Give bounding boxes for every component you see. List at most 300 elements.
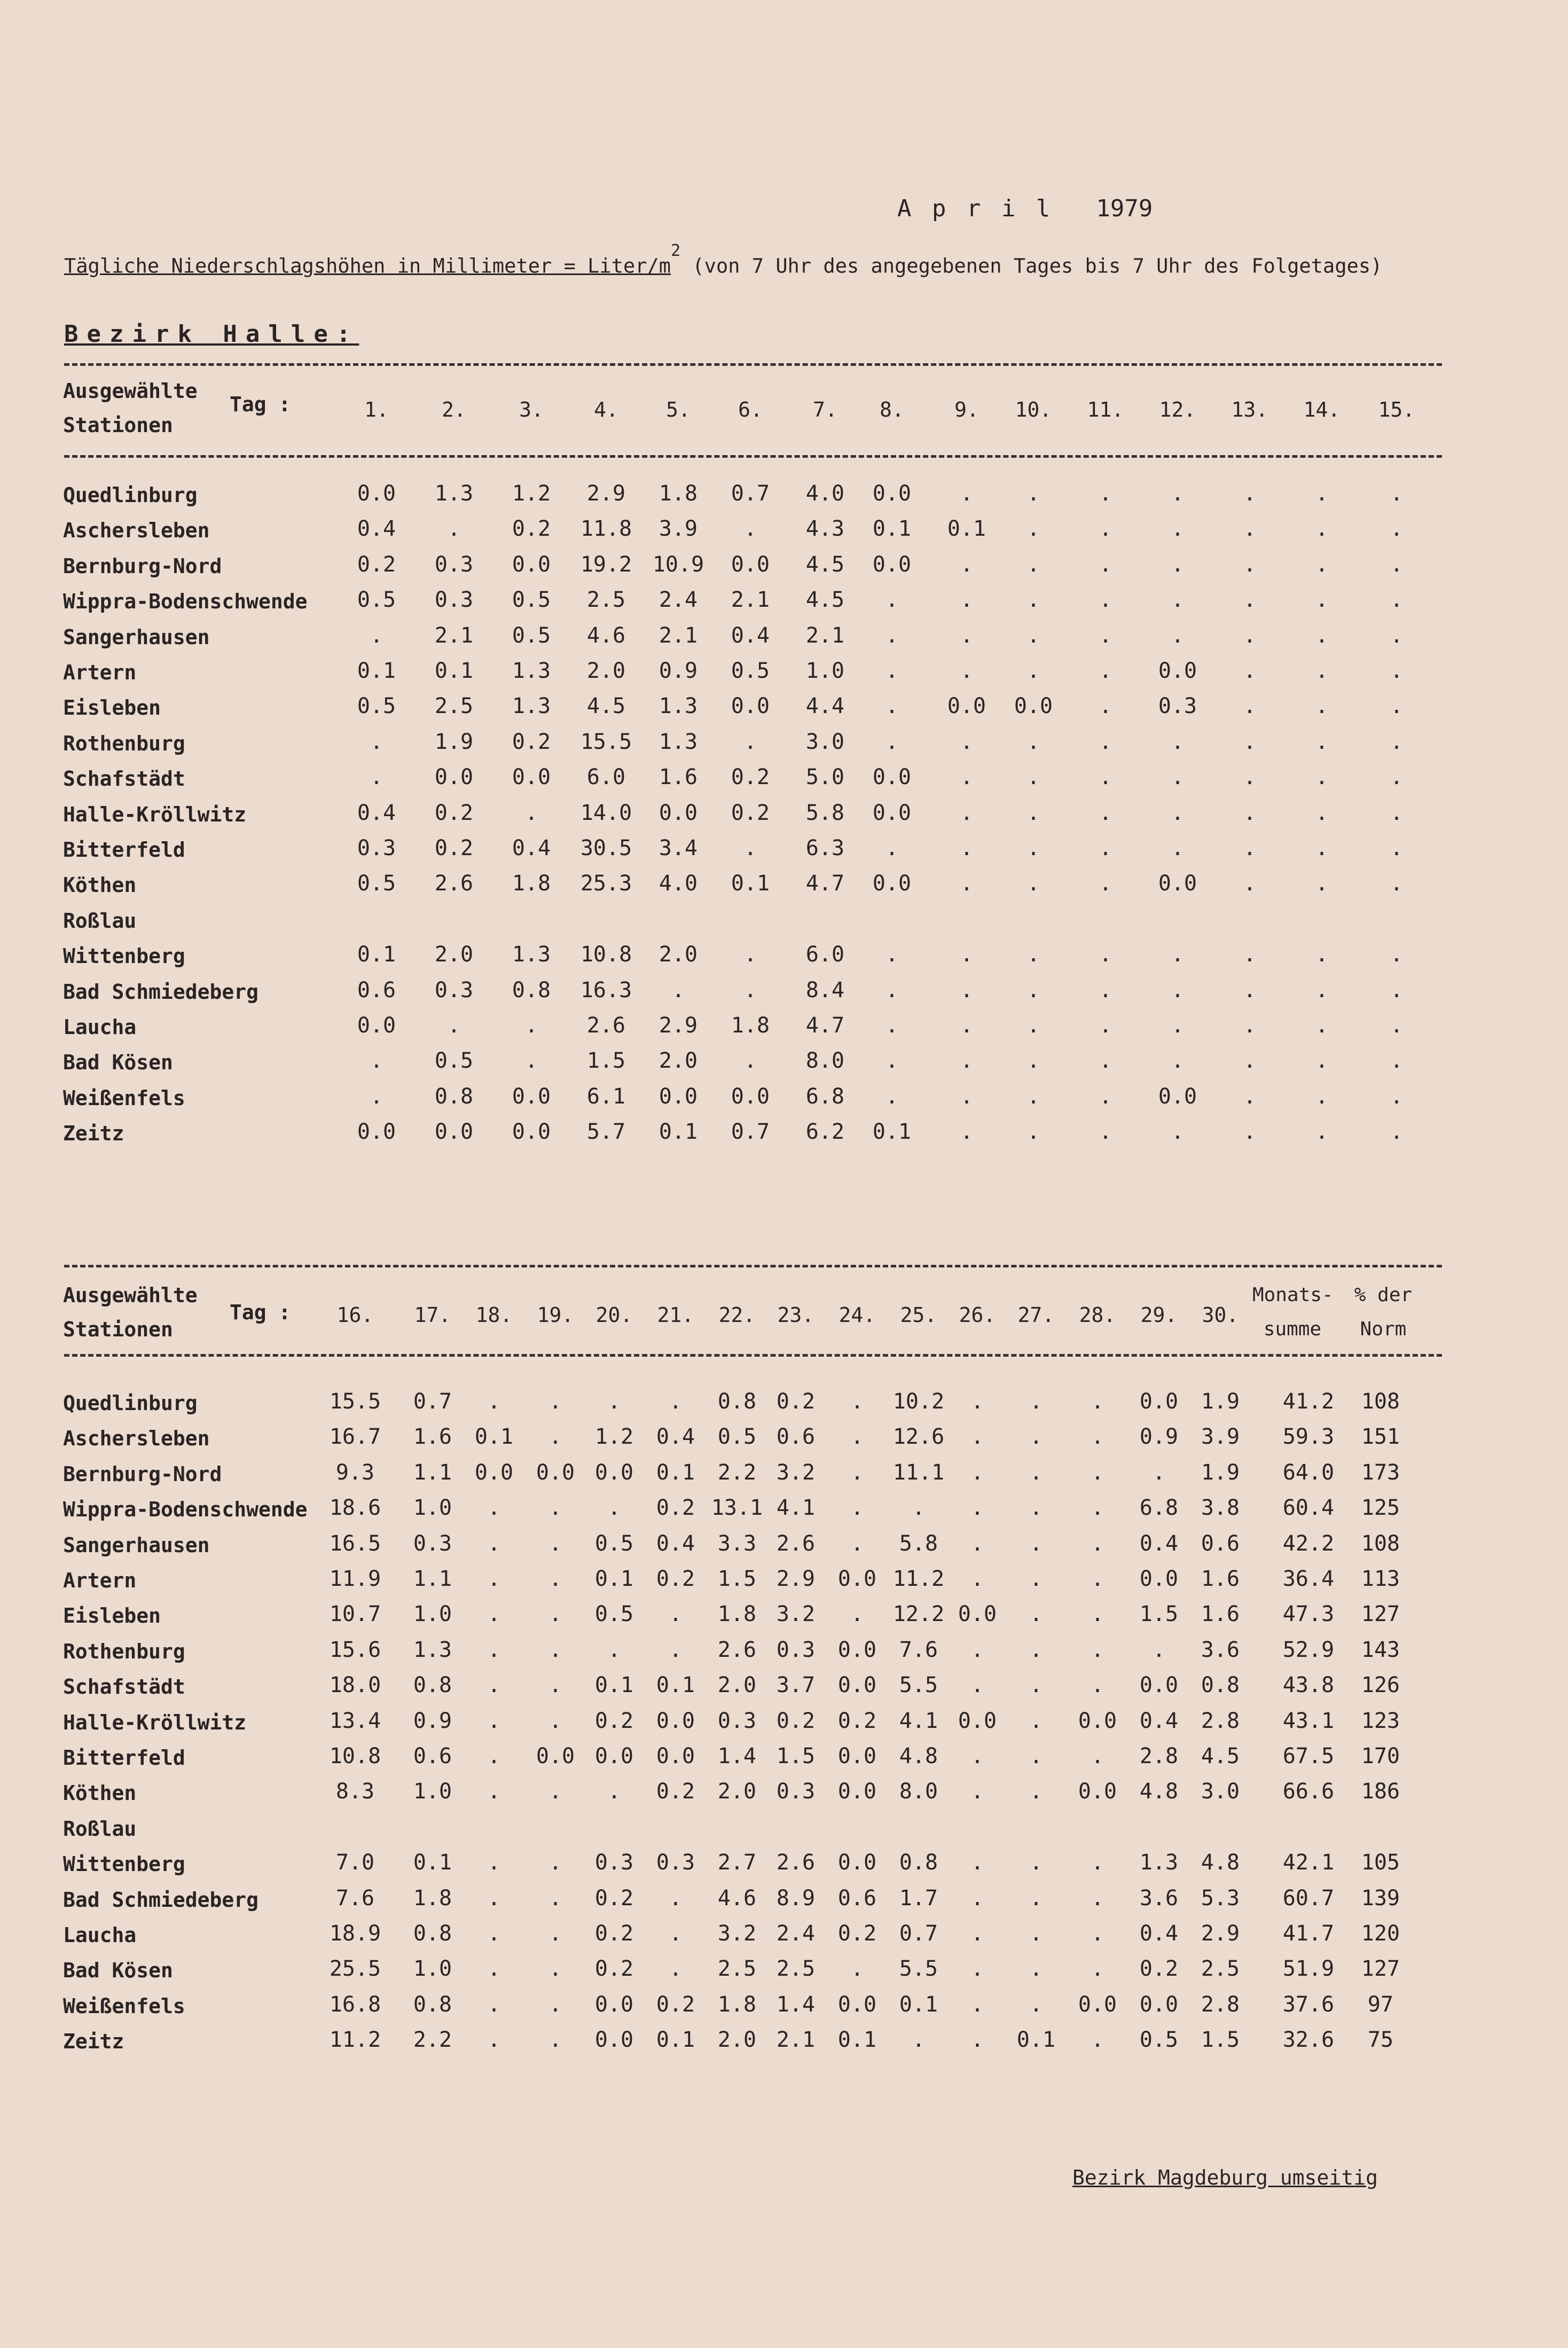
table-cell: 6.0 bbox=[805, 942, 845, 967]
day-header: 18. bbox=[475, 1303, 513, 1327]
table-cell: 139 bbox=[1361, 1885, 1400, 1911]
table-cell: . bbox=[1390, 977, 1404, 1003]
table-cell: . bbox=[1091, 1531, 1104, 1556]
table-cell: . bbox=[1026, 659, 1040, 683]
table-cell: . bbox=[607, 1496, 621, 1521]
table-cell: 4.1 bbox=[776, 1496, 816, 1521]
table-cell: . bbox=[1243, 729, 1257, 754]
table-cell: . bbox=[1091, 1602, 1104, 1627]
table-cell: 0.0 bbox=[731, 1084, 770, 1109]
table-cell: . bbox=[850, 1956, 864, 1982]
station-name: Aschersleben bbox=[63, 1427, 210, 1451]
table-cell: 0.3 bbox=[594, 1850, 634, 1875]
day-header: 10. bbox=[1015, 398, 1052, 421]
table-cell: . bbox=[607, 1637, 621, 1662]
table-cell: 0.0 bbox=[1078, 1779, 1117, 1804]
table-cell: 2.8 bbox=[1201, 1708, 1240, 1733]
table-cell: . bbox=[548, 1992, 562, 2017]
year: 1979 bbox=[1096, 195, 1153, 222]
day-header: 20. bbox=[595, 1303, 633, 1327]
table-cell: . bbox=[487, 1708, 501, 1733]
table-cell: . bbox=[1390, 765, 1404, 790]
table-cell: 0.5 bbox=[731, 659, 770, 683]
table-cell: 2.7 bbox=[717, 1850, 757, 1875]
table-cell: 0.1 bbox=[1016, 2028, 1056, 2053]
table-cell: 10.8 bbox=[329, 1744, 381, 1768]
table-cell: 5.8 bbox=[805, 800, 845, 825]
table-cell: 0.1 bbox=[872, 516, 912, 542]
table-cell: . bbox=[487, 1531, 501, 1556]
table-cell: . bbox=[850, 1531, 864, 1556]
table-cell: 0.0 bbox=[1139, 1567, 1179, 1591]
table-cell: . bbox=[1099, 836, 1112, 860]
table-cell: . bbox=[1091, 1850, 1104, 1875]
table-cell: 4.5 bbox=[1201, 1744, 1240, 1768]
station-header bbox=[63, 374, 198, 442]
table-cell: 186 bbox=[1361, 1779, 1400, 1804]
table-cell: 0.5 bbox=[434, 1048, 474, 1074]
table-cell: 0.9 bbox=[658, 659, 698, 683]
table-cell: 3.4 bbox=[658, 836, 698, 860]
table-cell: . bbox=[960, 1048, 974, 1074]
table-cell: . bbox=[1315, 942, 1329, 967]
day-header: 7. bbox=[813, 398, 837, 421]
table-cell: 5.3 bbox=[1201, 1885, 1240, 1911]
table-cell: 2.6 bbox=[434, 871, 474, 896]
table-cell: 0.2 bbox=[594, 1921, 634, 1946]
table-cell: 15.5 bbox=[329, 1389, 381, 1414]
table-cell: 2.5 bbox=[776, 1956, 816, 1982]
sum-header bbox=[1252, 1278, 1332, 1347]
table-cell: . bbox=[970, 1460, 984, 1485]
table-cell: 5.7 bbox=[586, 1120, 626, 1145]
table-cell: 113 bbox=[1361, 1567, 1400, 1591]
table-cell: . bbox=[960, 942, 974, 967]
table-cell: 0.1 bbox=[947, 516, 986, 542]
table-cell: . bbox=[1026, 1013, 1040, 1038]
table-cell: 125 bbox=[1361, 1496, 1400, 1521]
table-cell: 1.3 bbox=[512, 659, 551, 683]
table-cell: . bbox=[1171, 623, 1185, 648]
table-cell: . bbox=[850, 1496, 864, 1521]
table-cell: 10.9 bbox=[652, 552, 704, 577]
day-header: 27. bbox=[1017, 1303, 1055, 1327]
table-cell: 0.0 bbox=[872, 481, 912, 506]
table-cell: . bbox=[1029, 1460, 1043, 1485]
table-cell: . bbox=[850, 1389, 864, 1414]
table-cell: 8.3 bbox=[335, 1779, 375, 1804]
table-cell: . bbox=[1243, 1120, 1257, 1145]
table-cell: . bbox=[1390, 588, 1404, 613]
table-cell: 170 bbox=[1361, 1744, 1400, 1768]
table-cell: 3.9 bbox=[1201, 1425, 1240, 1450]
table-cell: 1.0 bbox=[413, 1956, 452, 1982]
table-cell: . bbox=[1026, 836, 1040, 860]
station-name: Wippra-Bodenschwende bbox=[63, 1498, 308, 1522]
table-cell: . bbox=[1026, 1084, 1040, 1109]
table-cell: 0.8 bbox=[413, 1992, 452, 2017]
table-cell: . bbox=[1099, 977, 1112, 1003]
table-cell: . bbox=[671, 977, 685, 1003]
station-name: Wittenberg bbox=[63, 1852, 185, 1876]
table-cell: 11.8 bbox=[580, 516, 632, 542]
table-cell: 0.1 bbox=[837, 2028, 877, 2053]
table-cell: 0.0 bbox=[357, 1013, 396, 1038]
day-header: 14. bbox=[1303, 398, 1340, 421]
table-cell: 0.1 bbox=[899, 1992, 938, 2017]
table-cell: 8.0 bbox=[805, 1048, 845, 1074]
table-cell: 11.2 bbox=[892, 1567, 945, 1591]
table-cell: 2.8 bbox=[1201, 1992, 1240, 2017]
table-cell: 66.6 bbox=[1282, 1779, 1335, 1804]
table-cell: . bbox=[960, 765, 974, 790]
table-cell: . bbox=[447, 1013, 461, 1038]
table-cell: 2.8 bbox=[1139, 1744, 1179, 1768]
table-cell: . bbox=[548, 1567, 562, 1591]
table-cell: . bbox=[1390, 516, 1404, 542]
table-cell: 0.0 bbox=[837, 1744, 877, 1768]
table-cell: 127 bbox=[1361, 1602, 1400, 1627]
table-cell: . bbox=[1099, 1084, 1112, 1109]
station-name: Eisleben bbox=[63, 696, 161, 720]
table-cell: . bbox=[548, 1389, 562, 1414]
day-header: 11. bbox=[1087, 398, 1124, 421]
table-cell: . bbox=[669, 1956, 683, 1982]
table-cell: 1.9 bbox=[1201, 1460, 1240, 1485]
station-name: Artern bbox=[63, 1569, 137, 1592]
table-cell: 1.6 bbox=[658, 765, 698, 790]
table-cell: 0.3 bbox=[656, 1850, 695, 1875]
table-cell: 4.4 bbox=[805, 694, 845, 719]
table-cell: . bbox=[669, 1389, 683, 1414]
table-cell: 1.8 bbox=[731, 1013, 770, 1038]
table-cell: . bbox=[1243, 871, 1257, 896]
table-cell: . bbox=[487, 1673, 501, 1698]
day-header: 16. bbox=[336, 1303, 374, 1327]
table-cell: 0.0 bbox=[872, 552, 912, 577]
table-cell: . bbox=[1390, 836, 1404, 860]
station-name: Aschersleben bbox=[63, 519, 210, 543]
station-name: Eisleben bbox=[63, 1604, 161, 1628]
table-cell: 7.6 bbox=[335, 1885, 375, 1911]
table-cell: . bbox=[1315, 800, 1329, 825]
table-cell: 0.5 bbox=[357, 871, 396, 896]
table-cell: . bbox=[850, 1425, 864, 1450]
divider bbox=[64, 1354, 1442, 1357]
table-cell: . bbox=[1091, 1460, 1104, 1485]
table-cell: . bbox=[524, 1013, 538, 1038]
table-cell: . bbox=[487, 1637, 501, 1662]
table-cell: 32.6 bbox=[1282, 2028, 1335, 2053]
table-cell: . bbox=[885, 836, 899, 860]
table-cell: . bbox=[548, 1956, 562, 1982]
table-cell: . bbox=[1029, 1850, 1043, 1875]
table-cell: . bbox=[970, 2028, 984, 2053]
table-cell: 6.3 bbox=[805, 836, 845, 860]
table-cell: 0.1 bbox=[872, 1120, 912, 1145]
table-cell: 0.1 bbox=[474, 1425, 514, 1450]
table-cell: . bbox=[1243, 800, 1257, 825]
table-cell: 14.0 bbox=[580, 800, 632, 825]
table-cell: 0.0 bbox=[658, 800, 698, 825]
day-header: 17. bbox=[414, 1303, 451, 1327]
table-cell: . bbox=[1171, 1120, 1185, 1145]
table-cell: 0.0 bbox=[594, 1460, 634, 1485]
table-cell: 6.1 bbox=[586, 1084, 626, 1109]
title-note: (von 7 Uhr des angegebenen Tages bis 7 Uhr des Folgetages) bbox=[692, 254, 1383, 278]
table-cell: . bbox=[1315, 977, 1329, 1003]
table-cell: . bbox=[487, 1389, 501, 1414]
table-cell: . bbox=[912, 2028, 926, 2053]
station-name: Köthen bbox=[63, 873, 137, 897]
table-cell: . bbox=[1390, 1048, 1404, 1074]
table-cell: 2.0 bbox=[586, 659, 626, 683]
table-cell: 0.0 bbox=[656, 1744, 695, 1768]
table-cell: 0.1 bbox=[357, 659, 396, 683]
table-cell: 1.9 bbox=[434, 729, 474, 754]
table-cell: 0.4 bbox=[512, 836, 551, 860]
table-cell: 0.0 bbox=[872, 800, 912, 825]
table-cell: 1.0 bbox=[805, 659, 845, 683]
table-cell: 0.1 bbox=[656, 1460, 695, 1485]
table-cell: 97 bbox=[1367, 1992, 1394, 2017]
day-header: 24. bbox=[838, 1303, 876, 1327]
table-cell: 12.2 bbox=[892, 1602, 945, 1627]
table-cell: . bbox=[1243, 977, 1257, 1003]
table-cell: 0.4 bbox=[656, 1531, 695, 1556]
table-cell: 0.0 bbox=[958, 1708, 997, 1733]
table-cell: 0.2 bbox=[1139, 1956, 1179, 1982]
table-cell: . bbox=[1315, 552, 1329, 577]
table-cell: 4.6 bbox=[586, 623, 626, 648]
table-cell: 126 bbox=[1361, 1673, 1400, 1698]
table-cell: 0.0 bbox=[512, 552, 551, 577]
table-cell: 0.0 bbox=[1078, 1992, 1117, 2017]
day-header: 15. bbox=[1378, 398, 1415, 421]
table-cell: . bbox=[1026, 516, 1040, 542]
table-cell: 0.2 bbox=[594, 1885, 634, 1911]
table-cell: 2.4 bbox=[658, 588, 698, 613]
table-cell: 0.4 bbox=[1139, 1531, 1179, 1556]
table-cell: . bbox=[885, 1048, 899, 1074]
table-cell: 0.2 bbox=[837, 1921, 877, 1946]
table-cell: . bbox=[970, 1389, 984, 1414]
table-cell: . bbox=[850, 1602, 864, 1627]
table-cell: . bbox=[970, 1744, 984, 1768]
table-cell: . bbox=[850, 1460, 864, 1485]
table-cell: . bbox=[669, 1885, 683, 1911]
table-cell: 3.6 bbox=[1201, 1637, 1240, 1662]
table-cell: . bbox=[885, 977, 899, 1003]
table-cell: 12.6 bbox=[892, 1425, 945, 1450]
table-cell: 0.1 bbox=[658, 1120, 698, 1145]
table-cell: 0.0 bbox=[357, 481, 396, 506]
table-cell: . bbox=[1099, 765, 1112, 790]
table-cell: 0.0 bbox=[1158, 659, 1197, 683]
table-cell: 0.7 bbox=[731, 1120, 770, 1145]
table-cell: 1.0 bbox=[413, 1496, 452, 1521]
table-cell: 2.5 bbox=[434, 694, 474, 719]
table-cell: . bbox=[669, 1637, 683, 1662]
station-name: Weißenfels bbox=[63, 1086, 185, 1110]
sum-header-line1: Monats- bbox=[1252, 1284, 1334, 1306]
table-cell: . bbox=[1091, 1744, 1104, 1768]
table-cell: 2.9 bbox=[1201, 1921, 1240, 1946]
table-cell: 3.2 bbox=[776, 1602, 816, 1627]
table-cell: . bbox=[1243, 588, 1257, 613]
table-cell: 18.0 bbox=[329, 1673, 381, 1698]
table-cell: . bbox=[970, 1673, 984, 1698]
table-cell: . bbox=[743, 836, 757, 860]
table-cell: . bbox=[1029, 1567, 1043, 1591]
table-cell: 0.2 bbox=[656, 1567, 695, 1591]
table-cell: 0.4 bbox=[357, 800, 396, 825]
table-cell: . bbox=[1099, 588, 1112, 613]
day-header: 9. bbox=[954, 398, 979, 421]
table-cell: 0.0 bbox=[947, 694, 986, 719]
day-header: 12. bbox=[1159, 398, 1196, 421]
table-cell: 1.5 bbox=[586, 1048, 626, 1074]
table-cell: 10.8 bbox=[580, 942, 632, 967]
table-cell: . bbox=[1243, 623, 1257, 648]
table-cell: . bbox=[1315, 1084, 1329, 1109]
table-cell: . bbox=[1099, 729, 1112, 754]
table-cell: 3.3 bbox=[717, 1531, 757, 1556]
table-cell: . bbox=[1029, 1956, 1043, 1982]
table-cell: 0.0 bbox=[872, 765, 912, 790]
table-cell: 0.5 bbox=[594, 1531, 634, 1556]
divider bbox=[64, 455, 1442, 458]
table-cell: . bbox=[885, 588, 899, 613]
station-name: Bad Schmiedeberg bbox=[63, 980, 259, 1004]
table-cell: . bbox=[960, 871, 974, 896]
table-cell: . bbox=[1099, 871, 1112, 896]
table-cell: 0.2 bbox=[776, 1708, 816, 1733]
table-cell: 2.9 bbox=[658, 1013, 698, 1038]
table-cell: . bbox=[487, 1602, 501, 1627]
table-cell: 1.5 bbox=[1201, 2028, 1240, 2053]
table-cell: 2.9 bbox=[586, 481, 626, 506]
station-name: Bad Kösen bbox=[63, 1051, 173, 1075]
table-cell: 1.2 bbox=[594, 1425, 634, 1450]
table-cell: 0.0 bbox=[434, 765, 474, 790]
table-cell: 0.0 bbox=[837, 1567, 877, 1591]
station-name: Sangerhausen bbox=[63, 1533, 210, 1557]
table-cell: . bbox=[370, 765, 383, 790]
station-name: Wippra-Bodenschwende bbox=[63, 590, 308, 614]
table-cell: 1.3 bbox=[1139, 1850, 1179, 1875]
table-cell: 0.0 bbox=[1158, 871, 1197, 896]
table-cell: . bbox=[1026, 729, 1040, 754]
table-cell: . bbox=[1243, 765, 1257, 790]
table-cell: 0.0 bbox=[837, 1637, 877, 1662]
table-cell: 1.6 bbox=[1201, 1602, 1240, 1627]
table-cell: . bbox=[743, 977, 757, 1003]
station-name: Bernburg-Nord bbox=[63, 554, 222, 578]
table-cell: 4.1 bbox=[899, 1708, 938, 1733]
table-cell: 11.2 bbox=[329, 2028, 381, 2053]
table-cell: . bbox=[487, 1885, 501, 1911]
table-cell: . bbox=[487, 1496, 501, 1521]
table-cell: . bbox=[1091, 2028, 1104, 2053]
table-cell: . bbox=[1315, 1013, 1329, 1038]
table-cell: 51.9 bbox=[1282, 1956, 1335, 1982]
table-cell: 1.6 bbox=[1201, 1567, 1240, 1591]
table-cell: . bbox=[970, 1496, 984, 1521]
table-cell: . bbox=[1026, 800, 1040, 825]
table-cell: . bbox=[1171, 481, 1185, 506]
month: A p r i l bbox=[897, 195, 1054, 222]
table-cell: 2.0 bbox=[658, 1048, 698, 1074]
table-cell: . bbox=[1099, 800, 1112, 825]
table-cell: . bbox=[1026, 481, 1040, 506]
station-name: Zeitz bbox=[63, 1122, 124, 1146]
table-cell: 18.9 bbox=[329, 1921, 381, 1946]
day-header: 3. bbox=[519, 398, 544, 421]
table-cell: . bbox=[1026, 871, 1040, 896]
table-cell: 2.6 bbox=[717, 1637, 757, 1662]
table-cell: 0.0 bbox=[1158, 1084, 1197, 1109]
table-cell: 1.0 bbox=[413, 1602, 452, 1627]
table-cell: 0.0 bbox=[512, 1120, 551, 1145]
station-name: Roßlau bbox=[63, 1817, 137, 1841]
table-cell: 0.8 bbox=[512, 977, 551, 1003]
table-cell: . bbox=[1243, 516, 1257, 542]
station-name: Bernburg-Nord bbox=[63, 1462, 222, 1486]
table-cell: 0.8 bbox=[717, 1389, 757, 1414]
table-cell: 0.4 bbox=[1139, 1708, 1179, 1733]
table-cell: . bbox=[1315, 659, 1329, 683]
table-cell: . bbox=[487, 1567, 501, 1591]
table-cell: 0.0 bbox=[837, 1673, 877, 1698]
table-cell: . bbox=[548, 1496, 562, 1521]
district-heading: Bezirk Halle: bbox=[64, 320, 359, 348]
table-cell: 108 bbox=[1361, 1389, 1400, 1414]
table-cell: 0.3 bbox=[717, 1708, 757, 1733]
table-cell: . bbox=[970, 1531, 984, 1556]
table-cell: 4.3 bbox=[805, 516, 845, 542]
station-name: Roßlau bbox=[63, 909, 137, 933]
sum-header-line2: summe bbox=[1263, 1318, 1322, 1340]
table-cell: . bbox=[970, 1779, 984, 1804]
table-cell: . bbox=[548, 1921, 562, 1946]
table-cell: . bbox=[1390, 800, 1404, 825]
table-cell: 1.3 bbox=[512, 694, 551, 719]
table-cell: . bbox=[1099, 694, 1112, 719]
table-cell: 2.1 bbox=[776, 2028, 816, 2053]
table-cell: 2.6 bbox=[776, 1531, 816, 1556]
table-cell: . bbox=[970, 1921, 984, 1946]
table-cell: 5.8 bbox=[899, 1531, 938, 1556]
table-cell: 0.7 bbox=[731, 481, 770, 506]
table-cell: 15.5 bbox=[580, 729, 632, 754]
table-cell: 75 bbox=[1367, 2028, 1394, 2053]
table-cell: . bbox=[1029, 1779, 1043, 1804]
table-cell: . bbox=[1315, 588, 1329, 613]
table-cell: 0.1 bbox=[594, 1567, 634, 1591]
table-cell: 0.2 bbox=[357, 552, 396, 577]
table-cell: 1.2 bbox=[512, 481, 551, 506]
table-cell: . bbox=[1315, 871, 1329, 896]
table-cell: 60.4 bbox=[1282, 1496, 1335, 1521]
table-cell: 19.2 bbox=[580, 552, 632, 577]
table-cell: . bbox=[960, 481, 974, 506]
table-cell: . bbox=[885, 1013, 899, 1038]
table-cell: . bbox=[1171, 800, 1185, 825]
table-cell: 6.2 bbox=[805, 1120, 845, 1145]
table-cell: 1.3 bbox=[512, 942, 551, 967]
table-cell: 120 bbox=[1361, 1921, 1400, 1946]
